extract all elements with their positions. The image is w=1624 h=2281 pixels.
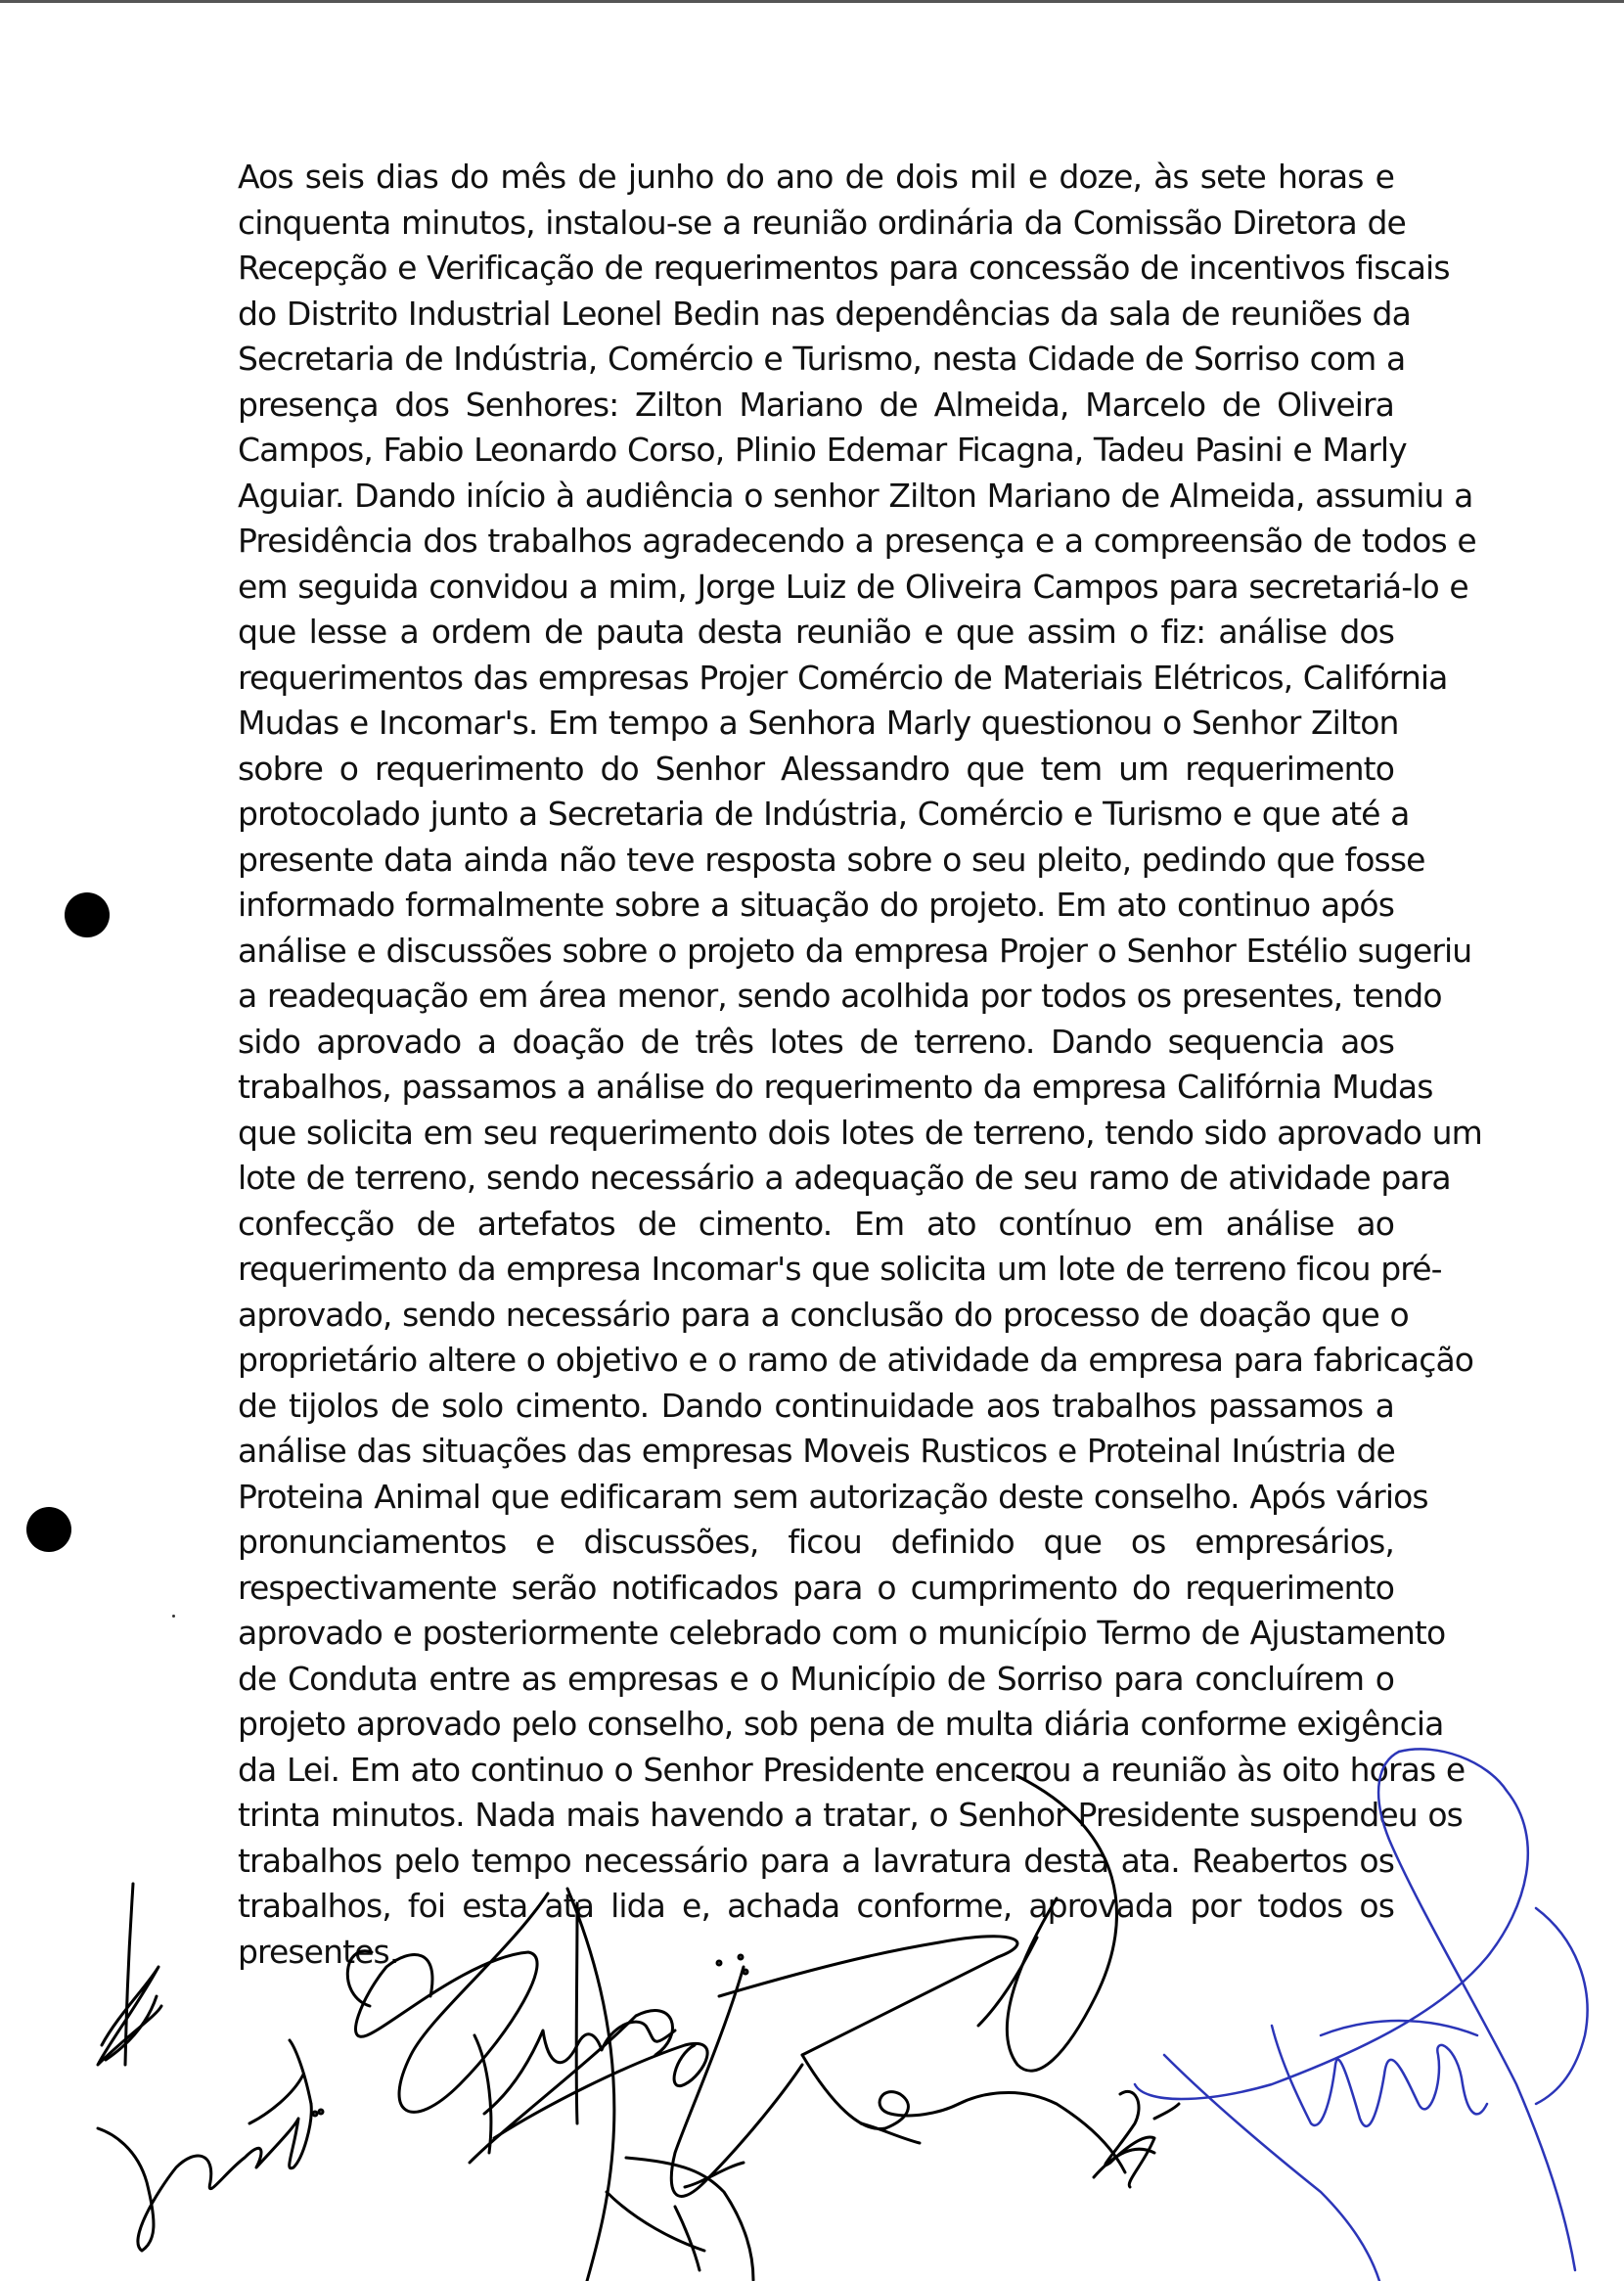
text-line: respectivamente serão notificados para o cumprimento do requerimento (238, 1568, 1394, 1607)
text-line: trinta minutos. Nada mais havendo a tratar, o Senhor Presidente suspendeu os (238, 1796, 1463, 1834)
text-line: de tijolos de solo cimento. Dando continuidade aos trabalhos passamos a (238, 1386, 1394, 1425)
text-line: Presidência dos trabalhos agradecendo a presença e a compreensão de todos e (238, 522, 1476, 560)
text-line: proprietário altere o objetivo e o ramo de atividade da empresa para fabricação (238, 1341, 1474, 1379)
text-line: projeto aprovado pelo conselho, sob pena de multa diária conforme exigência (238, 1705, 1444, 1743)
text-line: que solicita em seu requerimento dois lotes de terreno, tendo sido aprovado um (238, 1113, 1482, 1152)
signature-left-lower (98, 2040, 323, 2251)
text-line: presença dos Senhores: Zilton Mariano de Almeida, Marcelo de Oliveira (238, 385, 1394, 424)
text-line: lote de terreno, sendo necessário a adequação de seu ramo de atividade para (238, 1159, 1451, 1197)
scan-top-edge (0, 0, 1624, 3)
text-line: que lesse a ordem de pauta desta reunião e que assim o fiz: análise dos (238, 613, 1394, 651)
signature-initials-left (98, 1884, 161, 2065)
text-line: análise e discussões sobre o projeto da empresa Projer o Senhor Estélio sugeriu (238, 931, 1472, 970)
text-line: sido aprovado a doação de três lotes de terreno. Dando sequencia aos (238, 1022, 1394, 1061)
text-line: trabalhos, foi esta ata lida e, achada conforme, aprovada por todos os (238, 1887, 1394, 1925)
text-line: Aos seis dias do mês de junho do ano de dois mil e doze, às sete horas e (238, 158, 1394, 196)
text-line: aprovado, sendo necessário para a conclusão do processo de doação que o (238, 1295, 1409, 1334)
text-line: requerimentos das empresas Projer Comércio de Materiais Elétricos, Califórnia (238, 658, 1448, 697)
text-line: aprovado e posteriormente celebrado com o município Termo de Ajustamento (238, 1614, 1446, 1652)
text-line: a readequação em área menor, sendo acolhida por todos os presentes, tendo (238, 977, 1442, 1015)
text-line: em seguida convidou a mim, Jorge Luiz de Oliveira Campos para secretariá-lo e (238, 567, 1468, 606)
punch-hole-upper (65, 892, 110, 937)
text-line: trabalhos, passamos a análise do requerimento da empresa Califórnia Mudas (238, 1068, 1433, 1106)
text-line: sobre o requerimento do Senhor Alessandro que tem um requerimento (238, 749, 1394, 788)
text-line: cinquenta minutos, instalou-se a reunião ordinária da Comissão Diretora de (238, 203, 1406, 242)
text-line: informado formalmente sobre a situação do projeto. Em ato continuo após (238, 886, 1394, 924)
text-line: Proteina Animal que edificaram sem autorização deste conselho. Após vários (238, 1477, 1428, 1516)
text-line: trabalhos pelo tempo necessário para a lavratura desta ata. Reabertos os (238, 1841, 1394, 1880)
text-line: presentes. (238, 1932, 399, 1971)
text-line: presente data ainda não teve resposta sobre o seu pleito, pedindo que fosse (238, 840, 1425, 879)
text-line: Aguiar. Dando início à audiência o senhor Zilton Mariano de Almeida, assumiu a (238, 476, 1473, 515)
text-line: análise das situações das empresas Moveis Rusticos e Proteinal Inústria de (238, 1432, 1395, 1470)
text-line: pronunciamentos e discussões, ficou definido que os empresários, (238, 1523, 1394, 1561)
text-line: do Distrito Industrial Leonel Bedin nas dependências da sala de reuniões da (238, 294, 1411, 333)
minutes-text (238, 155, 1482, 1975)
text-line: Recepção e Verificação de requerimentos para concessão de incentivos fiscais (238, 249, 1450, 287)
text-line: de Conduta entre as empresas e o Município de Sorriso para concluírem o (238, 1659, 1394, 1698)
text-line: Campos, Fabio Leonardo Corso, Plinio Edemar Ficagna, Tadeu Pasini e Marly (238, 431, 1407, 469)
scan-speck (172, 1615, 175, 1618)
text-line: requerimento da empresa Incomar's que solicita um lote de terreno ficou pré- (238, 1250, 1442, 1288)
text-line: confecção de artefatos de cimento. Em ato contínuo em análise ao (238, 1204, 1394, 1243)
text-line: Secretaria de Indústria, Comércio e Turismo, nesta Cidade de Sorriso com a (238, 340, 1406, 378)
text-line: Mudas e Incomar's. Em tempo a Senhora Marly questionou o Senhor Zilton (238, 704, 1399, 742)
text-line: da Lei. Em ato continuo o Senhor Presidente encerrou a reunião às oito horas e (238, 1750, 1466, 1789)
punch-hole-lower (26, 1507, 71, 1552)
text-line: protocolado junto a Secretaria de Indústria, Comércio e Turismo e que até a (238, 795, 1410, 833)
